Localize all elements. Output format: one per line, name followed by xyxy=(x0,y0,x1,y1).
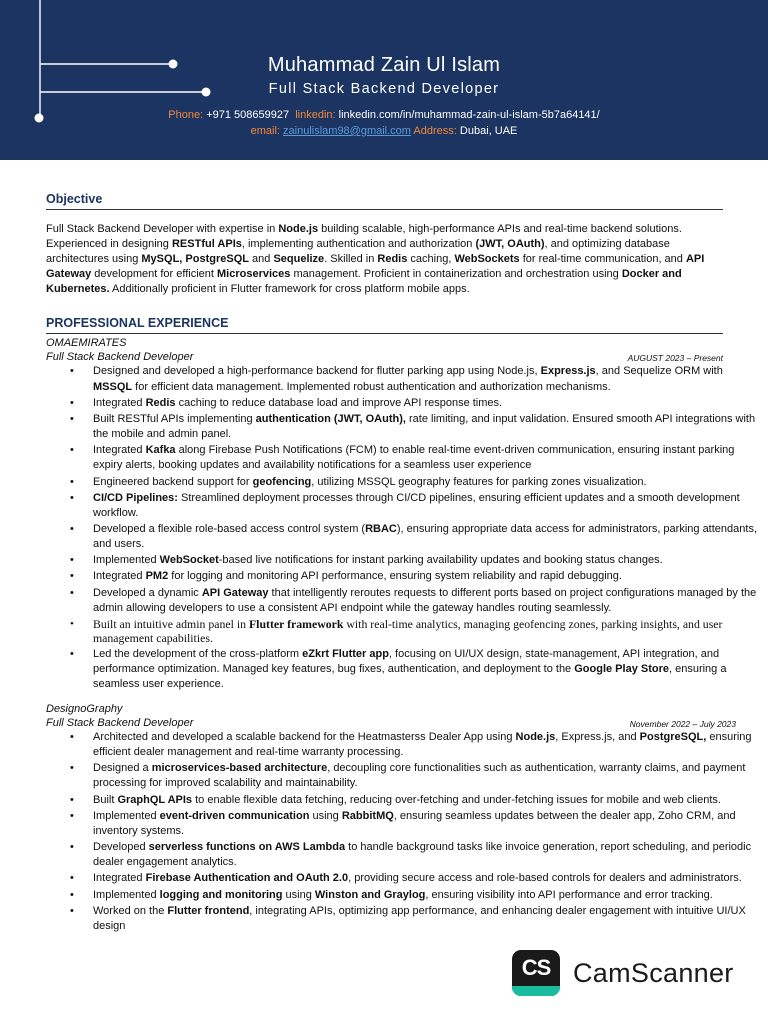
bullet-item: • Architected and developed a scalable backend for the Heatmasterss Dealer App using Node.js, Express.js, and PostgreSQL, ensuring efficient dealer management and real-time warranty processing. xyxy=(46,730,762,760)
bullet-item: • Designed and developed a high-performance backend for flutter parking app using Node.js, Express.js, and Sequelize ORM with MSSQL for efficient data management. Implemented robust authentication and authorization mechanisms. xyxy=(46,364,762,394)
bullet-item: • Implemented logging and monitoring using Winston and Graylog, ensuring visibility into API performance and error tracking. xyxy=(46,888,762,903)
job-bullets xyxy=(46,364,757,692)
job-entry xyxy=(46,702,752,934)
job-entry xyxy=(46,336,757,692)
bullet-item: • Worked on the Flutter frontend, integrating APIs, optimizing app performance, and enhancing dealer engagement with intuitive UI/UX design xyxy=(46,904,762,934)
bullet-item: • Developed a flexible role-based access control system (RBAC), ensuring appropriate data access for administrators, parking attendants, and users. xyxy=(46,522,762,552)
company-name: DesignoGraphy xyxy=(46,703,123,716)
job-role-row xyxy=(46,350,723,364)
bullet-item: • Led the development of the cross-platform eZkrt Flutter app, focusing on UI/UX design, state-management, API integration, and performance optimization. Managed key features, bug fixes, authentication, and deployment to the Google Play Store, ensuring a seamless user experience. xyxy=(46,647,762,692)
address-value: Dubai, UAE xyxy=(459,125,518,137)
phone-value: +971 508659927 xyxy=(206,109,290,121)
bullet-item: • Developed serverless functions on AWS Lambda to handle background tasks like invoice generation, report scheduling, and periodic dealer engagement analytics. xyxy=(46,840,762,870)
company-name: OMAEMIRATES xyxy=(46,337,127,350)
email-label: email xyxy=(250,125,277,137)
job-role: Full Stack Backend Developer xyxy=(46,717,194,730)
bullet-item: • Designed a microservices-based architecture, decoupling core functionalities such as authentication, warranty claims, and payment processing for improved scalability and maintainability. xyxy=(46,761,762,791)
bullet-item: • Integrated Firebase Authentication and OAuth 2.0, providing secure access and role-based controls for dealers and administrators. xyxy=(46,871,762,886)
contact-line-2: email: zainulislam98@gmail.com Address: Dubai, UAE xyxy=(250,125,518,137)
job-dates: November 2022 – July 2023 xyxy=(629,719,736,730)
phone-label: Phone xyxy=(168,109,201,121)
bullet-item: • Implemented event-driven communication using RabbitMQ, ensuring seamless updates between the dealer app, Zoho CRM, and inventory systems. xyxy=(46,809,762,839)
bullet-item: • Built GraphQL APIs to enable flexible data fetching, reducing over-fetching and under-fetching issues for mobile and web clients. xyxy=(46,793,762,808)
objective-heading: Objective xyxy=(46,192,723,210)
camscanner-watermark xyxy=(512,950,734,996)
bullet-item: • Integrated Redis caching to reduce database load and improve API response times. xyxy=(46,396,762,411)
resume-body xyxy=(46,192,757,935)
bullet-item: • CI/CD Pipelines: Streamlined deployment processes through CI/CD pipelines, ensuring efficient updates and a smooth development workflow. xyxy=(46,491,762,521)
linkedin-label: linkedin xyxy=(295,109,333,121)
candidate-name: Muhammad Zain Ul Islam xyxy=(267,54,501,76)
job-bullets xyxy=(46,730,752,934)
bullet-item: • Developed a dynamic API Gateway that intelligently reroutes requests to different ports based on project configurations managed by the admin allowing developers to use a consistent API endpoint while the gateway handles routing seamlessly. xyxy=(46,586,762,616)
email-link[interactable]: zainulislam98@gmail.com xyxy=(283,125,411,137)
bullet-item: • Built RESTful APIs implementing authentication (JWT, OAuth), rate limiting, and input validation. Ensured smooth API integrations with the mobile and admin panel. xyxy=(46,412,762,442)
address-label: Address xyxy=(413,125,454,137)
bullet-item: • Engineered backend support for geofencing, utilizing MSSQL geography features for parking zones visualization. xyxy=(46,475,762,490)
job-role: Full Stack Backend Developer xyxy=(46,351,194,364)
candidate-title: Full Stack Backend Developer xyxy=(268,81,500,97)
bullet-item: • Integrated PM2 for logging and monitoring API performance, ensuring system reliability and rapid debugging. xyxy=(46,569,762,584)
bullet-item: • Integrated Kafka along Firebase Push Notifications (FCM) to enable real-time event-driven communication, ensuring instant parking expiry alerts, booking updates and availability notifications for a seamless user experience xyxy=(46,443,762,473)
camscanner-logo-text: CS xyxy=(521,955,551,980)
linkedin-link[interactable]: linkedin.com/in/muhammad-zain-ul-islam-5b7a64141/ xyxy=(338,109,600,121)
bullet-item: • Implemented WebSocket-based live notifications for instant parking availability updates and booking status changes. xyxy=(46,553,762,568)
resume-header xyxy=(0,0,768,160)
camscanner-logo-icon xyxy=(512,950,560,996)
bullet-item: • Built an intuitive admin panel in Flutter framework with real-time analytics, managing geofencing zones, parking insights, and user management capabilities. xyxy=(46,617,762,646)
camscanner-brand: CamScanner xyxy=(573,957,734,988)
experience-heading: PROFESSIONAL EXPERIENCE xyxy=(46,316,723,334)
objective-text: Full Stack Backend Developer with expertise in Node.js building scalable, high-performance APIs and real-time backend solutions. Experienced in designing RESTful APIs, implementing authentication and authorization (JWT, OAuth), and optimizing database architectures using MySQL, PostgreSQL and Sequelize. Skilled in Redis caching, WebSockets for real-time communication, and API Gateway development for efficient Microservices management. Proficient in containerization and orchestration using Docker and Kubernetes. Additionally proficient in Flutter framework for cross platform mobile apps. xyxy=(46,223,705,296)
job-role-row xyxy=(46,716,736,730)
contact-line-1: Phone: +971 508659927 linkedin: linkedin.com/in/muhammad-zain-ul-islam-5b7a64141/ xyxy=(168,109,600,121)
job-dates: AUGUST 2023 – Present xyxy=(627,353,723,364)
